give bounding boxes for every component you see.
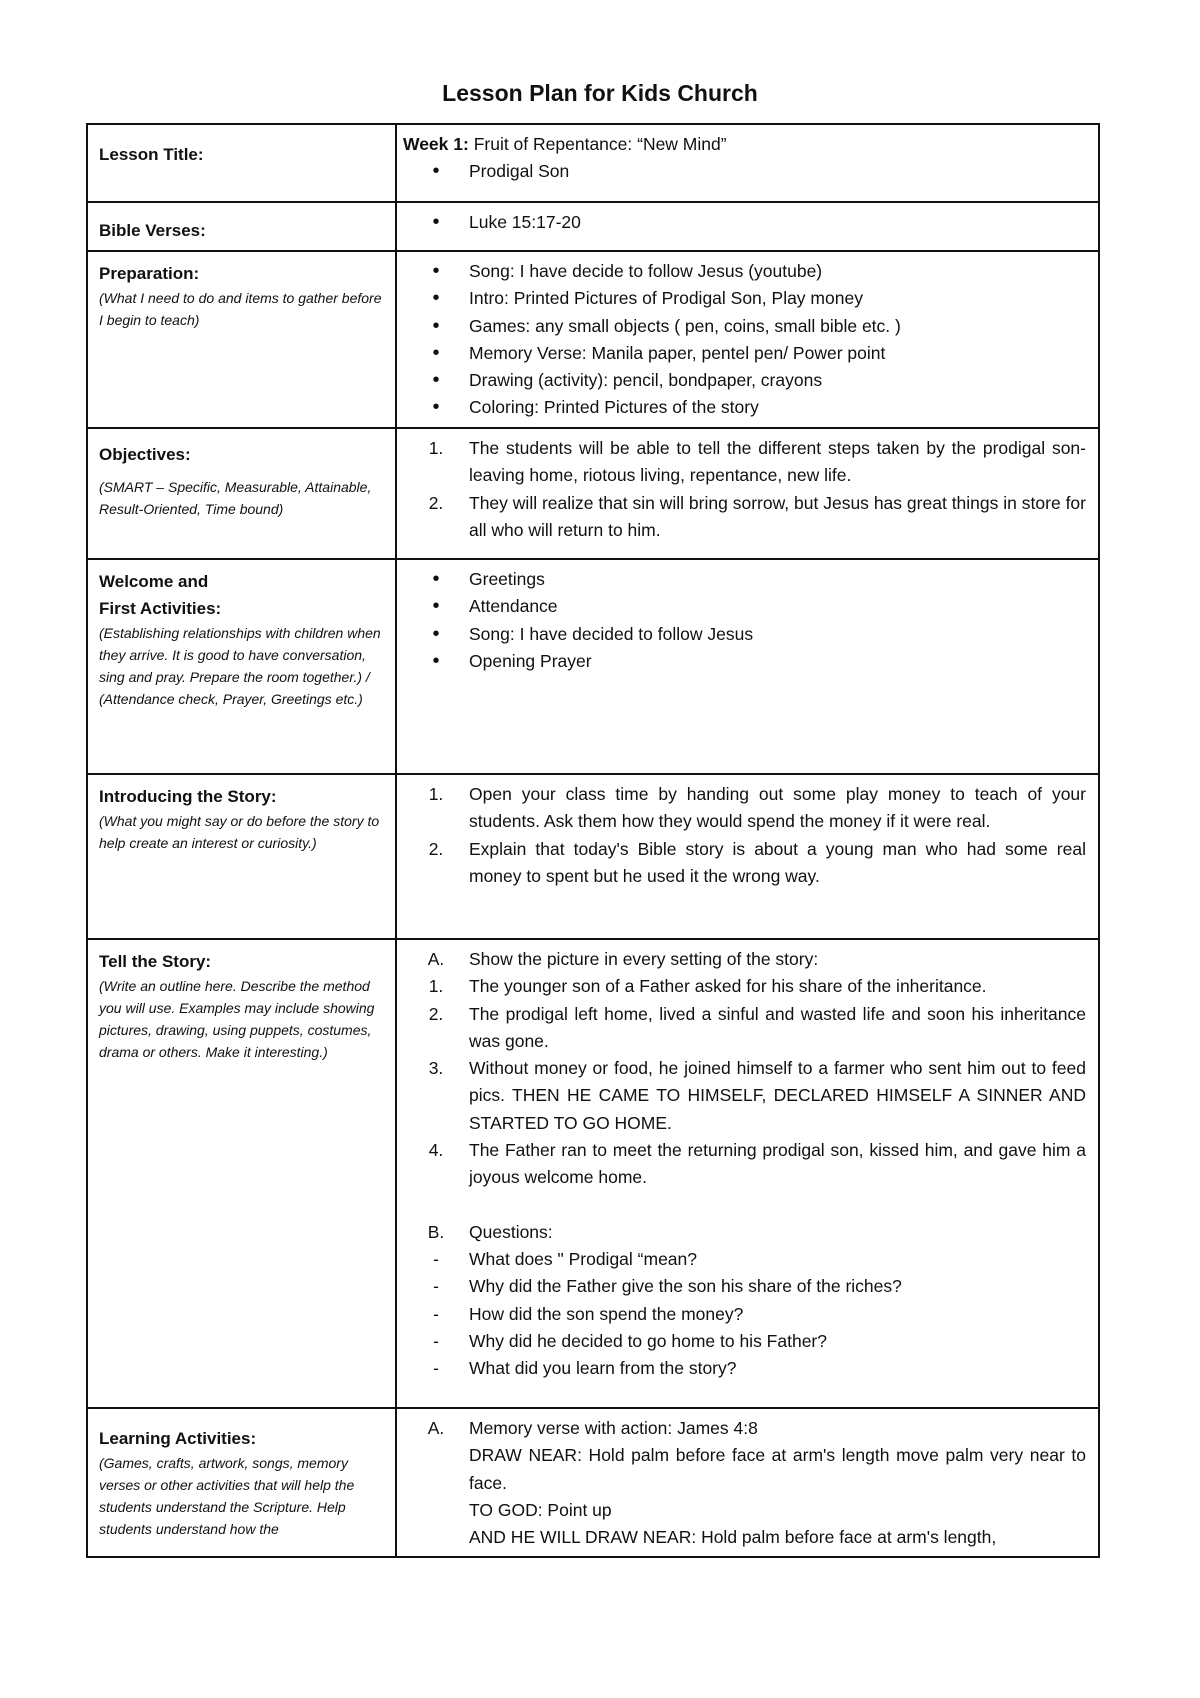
list-item: • Memory Verse: Manila paper, pentel pen/ Power point: [403, 340, 1086, 367]
list-item: - Why did the Father give the son his share of the riches?: [433, 1276, 902, 1297]
week-label: Week 1:: [403, 134, 469, 154]
content-cell: [396, 428, 1099, 559]
label-cell: [87, 428, 396, 559]
list-item: • Games: any small objects ( pen, coins, small bible etc. ): [403, 313, 1086, 340]
list-item: • Song: I have decide to follow Jesus (youtube): [403, 258, 1086, 285]
label-cell: [87, 1408, 396, 1557]
bullet-icon: [403, 593, 469, 620]
list-item: 2. They will realize that sin will bring sorrow, but Jesus has great things in store for all who will return to him.: [428, 492, 1086, 540]
bullet-icon: [403, 285, 469, 312]
welcome-subtext: (Establishing relationships with children when they arrive. It is good to have conversation, sing and pray. Prepare the room together.) / (Attendance check, Prayer, Greetings etc.): [99, 625, 381, 707]
list-item: • Luke 15:17-20: [403, 209, 1086, 236]
list-item: • Drawing (activity): pencil, bondpaper, crayons: [403, 367, 1086, 394]
label-cell: [87, 559, 396, 774]
lesson-theme: Fruit of Repentance: “New Mind”: [468, 134, 727, 154]
label-cell: [87, 251, 396, 428]
label-cell: [87, 202, 396, 251]
bullet-icon: [403, 313, 469, 340]
objectives-label: Objectives:: [99, 445, 191, 464]
list-item: 4. The Father ran to meet the returning prodigal son, kissed him, and gave him a joyous welcome home.: [428, 1140, 1086, 1188]
bullet-icon: [403, 340, 469, 367]
lesson-plan-table: [86, 123, 1100, 1558]
bullet-icon: [403, 394, 469, 421]
content-cell: [396, 202, 1099, 251]
objectives-subtext: (SMART – Specific, Measurable, Attainable, Result-Oriented, Time bound): [99, 479, 372, 517]
list-item: 3. Without money or food, he joined himself to a farmer who sent him out to feed pics. THEN HE CAME TO HIMSELF, DECLARED HIMSELF A SINNER AND STARTED TO GO HOME.: [428, 1058, 1086, 1133]
bullet-icon: [403, 209, 469, 236]
row-welcome: [87, 559, 1099, 774]
content-cell: [396, 939, 1099, 1408]
learning-subtext: (Games, crafts, artwork, songs, memory verses or other activities that will help the students understand the Scripture. Help students understand how the: [99, 1455, 355, 1537]
label-cell: [87, 774, 396, 939]
tell-story-label: Tell the Story:: [99, 952, 212, 971]
tell-story-subtext: (Write an outline here. Describe the method you will use. Examples may include showing pictures, drawing, using puppets, costumes, drama or others. Make it interesting.): [99, 978, 375, 1060]
bullet-icon: [403, 648, 469, 675]
row-tell-story: [87, 939, 1099, 1408]
list-item: • Intro: Printed Pictures of Prodigal Son, Play money: [403, 285, 1086, 312]
bullet-icon: [403, 258, 469, 285]
list-item: B. Questions:: [427, 1221, 553, 1242]
list-item: 1. The students will be able to tell the different steps taken by the prodigal son- leaving home, riotous living, repentance, new life.: [428, 438, 1086, 486]
label-cell: [87, 124, 396, 202]
bible-verses-label: Bible Verses:: [99, 221, 206, 240]
row-preparation: [87, 251, 1099, 428]
content-cell: [396, 559, 1099, 774]
content-cell: [396, 1408, 1099, 1557]
welcome-label-line2: First Activities:: [99, 599, 222, 618]
bullet-icon: [403, 158, 469, 185]
list-item: - What does " Prodigal “mean?: [433, 1248, 697, 1269]
list-item: • Coloring: Printed Pictures of the story: [403, 394, 1086, 421]
row-lesson-title: [87, 124, 1099, 202]
list-item: • Opening Prayer: [403, 648, 1086, 675]
introducing-label: Introducing the Story:: [99, 787, 277, 806]
list-item: 2. Explain that today's Bible story is about a young man who had some real money to spent but he used it the wrong way.: [428, 838, 1086, 886]
bullet-icon: [403, 621, 469, 648]
bullet-icon: [403, 367, 469, 394]
paragraph: DRAW NEAR: Hold palm before face at arm's length move palm very near to face.: [469, 1445, 1086, 1493]
list-item: A. Show the picture in every setting of the story:: [427, 949, 819, 969]
list-item: - Why did he decided to go home to his Father?: [433, 1330, 827, 1351]
list-item: - What did you learn from the story?: [433, 1358, 737, 1379]
list-item: • Attendance: [403, 593, 1086, 620]
introducing-subtext: (What you might say or do before the story to help create an interest or curiosity.): [99, 813, 380, 851]
label-cell: [87, 939, 396, 1408]
row-introducing-story: [87, 774, 1099, 939]
row-learning-activities: [87, 1408, 1099, 1557]
list-item: A. Memory verse with action: James 4:8: [427, 1418, 758, 1438]
content-cell: [396, 251, 1099, 428]
list-item: 1. Open your class time by handing out some play money to teach of your students. Ask them how they would spend the money if it were real.: [428, 784, 1086, 832]
lesson-title-label: Lesson Title:: [99, 145, 204, 164]
content-cell: [396, 124, 1099, 202]
content-cell: [396, 774, 1099, 939]
row-objectives: [87, 428, 1099, 559]
page-title: Lesson Plan for Kids Church: [442, 80, 758, 106]
list-item: 2. The prodigal left home, lived a sinful and wasted life and soon his inheritance was gone.: [428, 1003, 1086, 1051]
preparation-label: Preparation:: [99, 264, 200, 283]
preparation-subtext: (What I need to do and items to gather before I begin to teach): [99, 290, 382, 328]
bullet-icon: [403, 566, 469, 593]
list-item: • Greetings: [403, 566, 1086, 593]
list-item: • Song: I have decided to follow Jesus: [403, 621, 1086, 648]
row-bible-verses: [87, 202, 1099, 251]
list-item: 1. The younger son of a Father asked for his share of the inheritance.: [428, 976, 987, 997]
learning-label: Learning Activities:: [99, 1429, 257, 1448]
list-item: - How did the son spend the money?: [433, 1303, 744, 1324]
paragraph: AND HE WILL DRAW NEAR: Hold palm before face at arm's length,: [469, 1527, 997, 1548]
paragraph: TO GOD: Point up: [469, 1499, 612, 1520]
welcome-label-line1: Welcome and: [99, 572, 209, 591]
list-item: • Prodigal Son: [403, 158, 1086, 185]
lesson-title-line: [403, 131, 1086, 158]
